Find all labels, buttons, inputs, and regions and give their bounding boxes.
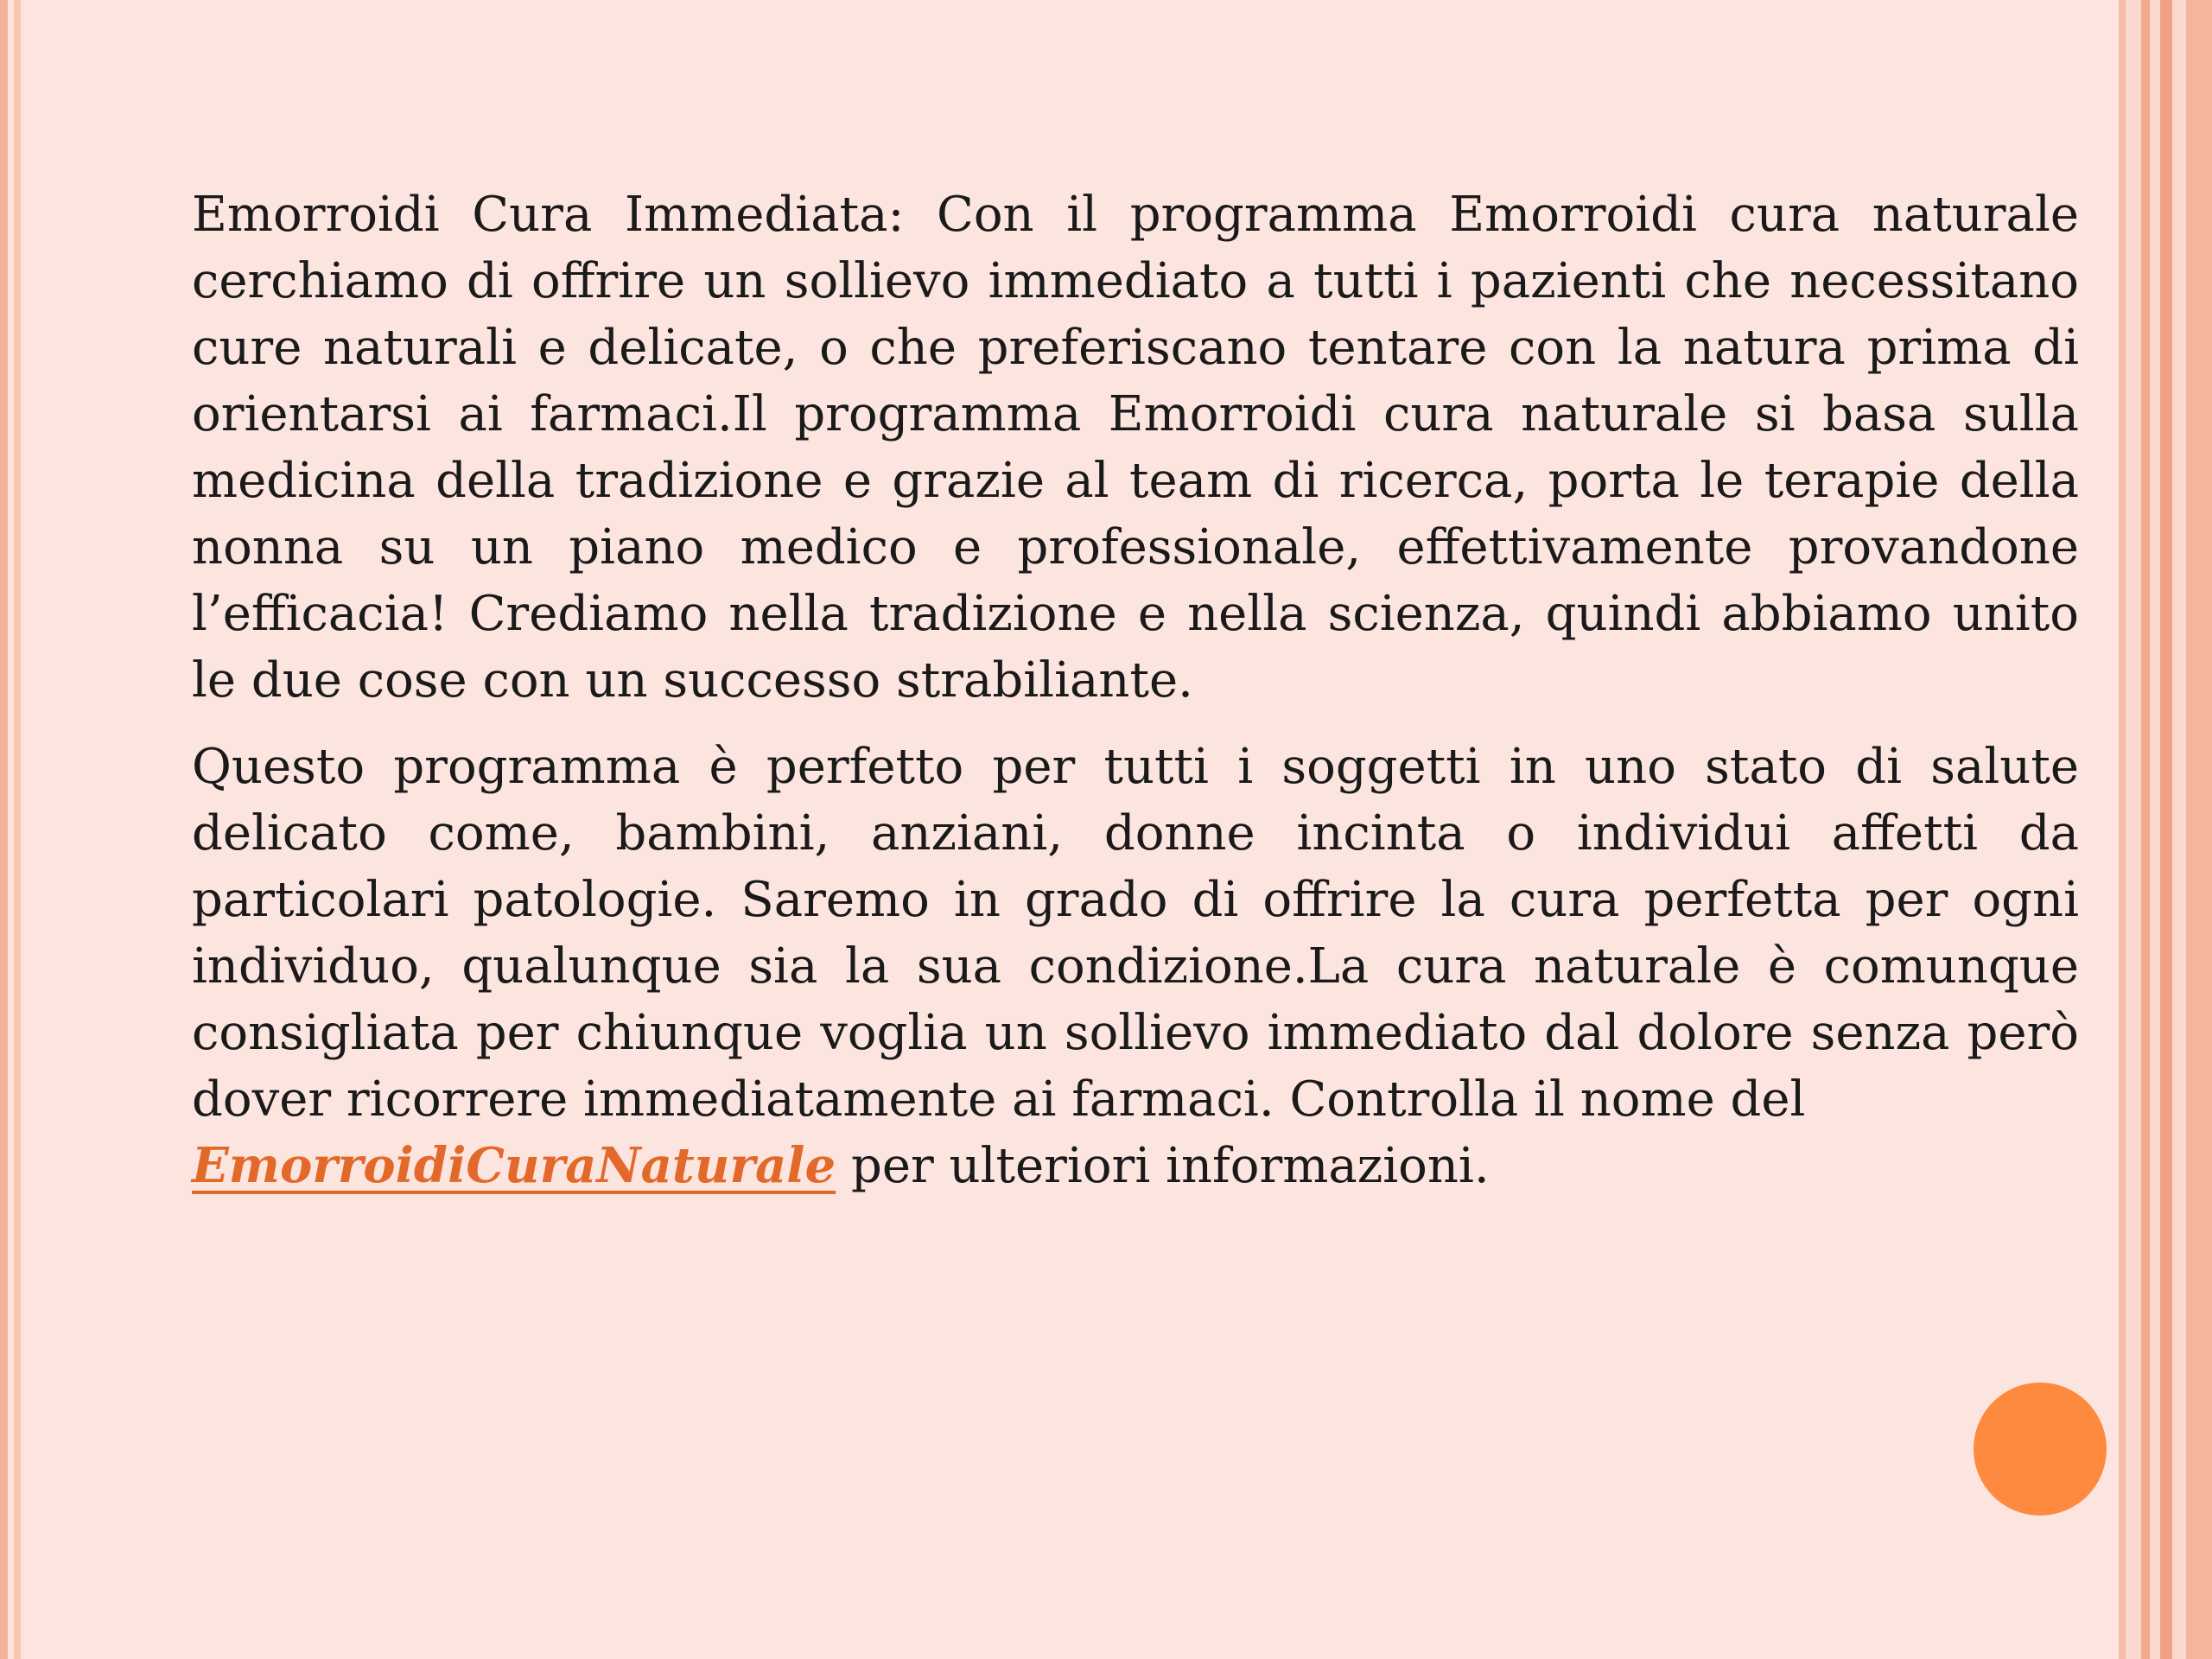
- right-border-stripe: [2141, 0, 2150, 1659]
- left-border-stripe: [0, 0, 8, 1659]
- right-border-stripe: [2119, 0, 2126, 1659]
- left-border-stripe: [14, 0, 21, 1659]
- paragraph-2-suffix: per ulteriori informazioni.: [850, 1138, 1490, 1194]
- right-border-stripe: [2186, 0, 2212, 1659]
- right-border-stripe: [2160, 0, 2172, 1659]
- orange-circle-decoration: [1974, 1382, 2107, 1516]
- website-link[interactable]: EmorroidiCuraNaturale: [192, 1137, 836, 1194]
- paragraph-2: [192, 734, 2079, 1199]
- paragraph-1: Emorroidi Cura Immediata: Con il programma Emorroidi cura naturale cerchiamo di offrire un sollievo immediato a tutti i pazienti che necessitano cure naturali e delicate, o che preferiscano tentare con la natura prima di orientarsi ai farmaci.Il programma Emorroidi cura naturale si basa sulla medicina della tradizione e grazie al team di ricerca, porta le terapie della nonna su un piano medico e professionale, effettivamente provandone l’efficacia! Crediamo nella tradizione e nella scienza, quindi abbiamo unito le due cose con un successo strabiliante.: [192, 187, 2079, 709]
- paragraph-2-text: Questo programma è perfetto per tutti i soggetti in uno stato di salute delicato come, bambini, anziani, donne incinta o individui affetti da particolari patologie. Saremo in grado di offrire la cura perfetta per ogni individuo, qualunque sia la sua condizione.La cura naturale è comunque consigliata per chiunque voglia un sollievo immediato dal dolore senza però dover ricorrere immediatamente ai farmaci. Controlla il nome del: [192, 739, 2079, 1128]
- slide-body: [192, 181, 2079, 1219]
